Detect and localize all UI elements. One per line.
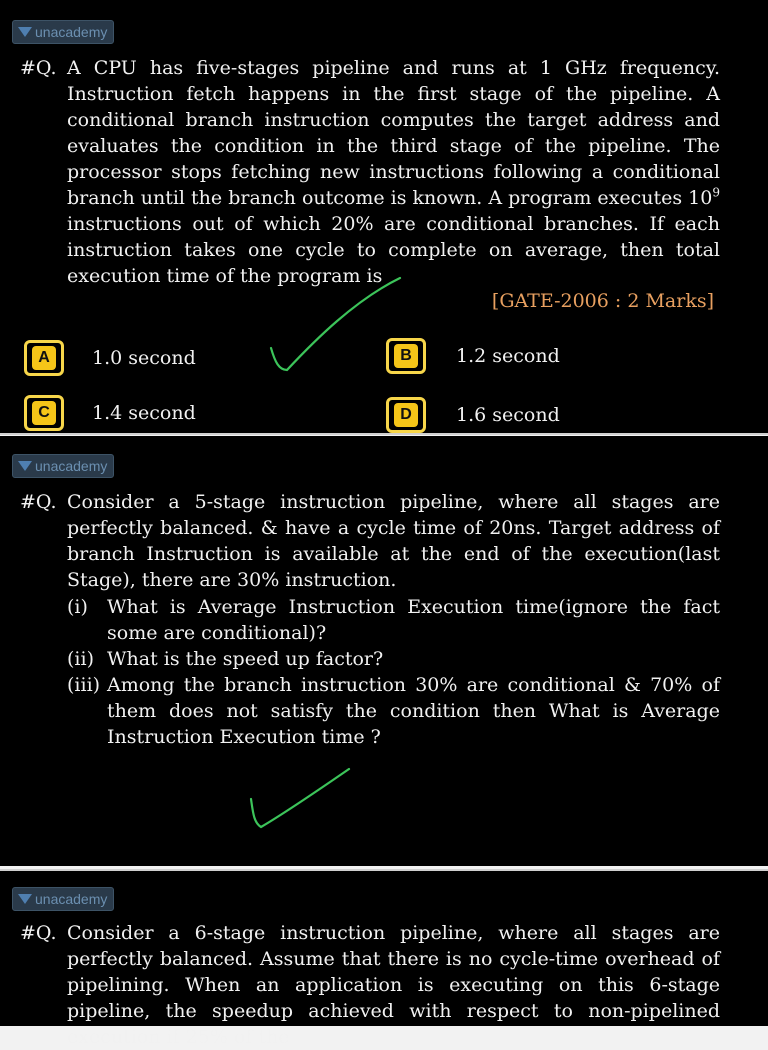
brand-logo <box>12 454 114 478</box>
option-d-label: 1.6 second <box>456 404 560 426</box>
slide-question-3 <box>0 869 768 1048</box>
sub-question: (iii) Among the branch instruction 30% are conditional & 70% of them does not satisfy the condition then What is Average Instruction Execution time ? <box>67 674 720 748</box>
unacademy-logo-icon <box>17 459 33 473</box>
unacademy-logo-icon <box>17 892 33 906</box>
brand-name: unacademy <box>35 24 108 40</box>
option-d[interactable] <box>386 397 560 433</box>
slide-question-1 <box>0 0 768 435</box>
question-number: #Q. <box>20 57 57 79</box>
slide-question-2 <box>0 436 768 866</box>
question-text: Consider a 6-stage instruction pipeline, where all stages are perfectly balanced. Assume that there is no cycle-time overhead of pipelining. When an application is executing on this 6-stage pipeline, the speedup achieved with respect to non-pipelined execution if 25% of the <box>67 922 720 1048</box>
exam-source-tag: [GATE-2006 : 2 Marks] <box>491 290 714 312</box>
option-a-badge: A <box>24 340 64 376</box>
brand-logo <box>12 887 114 911</box>
check-mark-icon <box>245 761 355 836</box>
option-a-label: 1.0 second <box>92 347 196 369</box>
exponent: 9 <box>712 185 720 200</box>
unacademy-logo-icon <box>17 25 33 39</box>
sub-questions <box>67 594 720 750</box>
question-1 <box>20 55 720 289</box>
sub-question: (ii) What is the speed up factor? <box>67 648 384 670</box>
question-3 <box>20 920 720 1050</box>
option-b[interactable] <box>386 338 560 374</box>
question-2 <box>20 489 720 593</box>
question-number: #Q. <box>20 491 57 513</box>
option-b-badge: B <box>386 338 426 374</box>
option-c[interactable] <box>24 395 196 431</box>
question-number: #Q. <box>20 922 57 944</box>
option-d-badge: D <box>386 397 426 433</box>
question-text: A CPU has five-stages pipeline and runs at 1 GHz frequency. Instruction fetch happens in the first stage of the pipeline. A conditional branch instruction computes the target address and evaluates the condition in the third stage of the pipeline. The processor stops fetching new instructions following a conditional branch until the branch outcome is known. A program executes $10^9$ instructions out of which 20% are conditional branches. If each instruction takes one cycle to complete on average, then total execution time of the program is <box>67 57 720 287</box>
brand-logo <box>12 20 114 44</box>
brand-name: unacademy <box>35 891 108 907</box>
option-c-badge: C <box>24 395 64 431</box>
option-c-label: 1.4 second <box>92 402 196 424</box>
option-a[interactable] <box>24 340 196 376</box>
question-text: Consider a 5-stage instruction pipeline, where all stages are perfectly balanced. & have a cycle time of 20ns. Target address of branch Instruction is available at the end of the execution(last Stage), there are 30% instruction. <box>67 491 720 591</box>
option-b-label: 1.2 second <box>456 345 560 367</box>
brand-name: unacademy <box>35 458 108 474</box>
sub-question: (i) What is Average Instruction Execution time(ignore the fact some are conditional)? <box>67 596 720 644</box>
